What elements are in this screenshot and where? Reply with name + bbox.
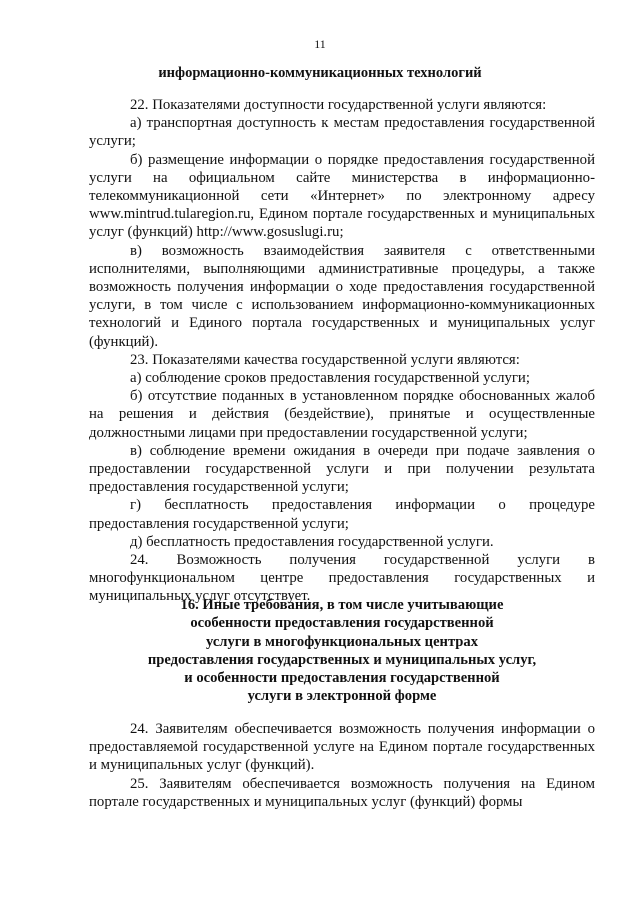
section-title-line: услуги в многофункциональных центрах bbox=[205, 633, 479, 650]
paragraph-23b: б) отсутствие поданных в установленном порядке обоснованных жалоб на решения и действия (бездействие), принятые и осуществленные должностными лицами при предоставлении государственной услуги; bbox=[89, 388, 595, 441]
section-title-line: особенности предоставления государственной bbox=[190, 615, 494, 632]
paragraph-23g: г) бесплатность предоставления информации о процедуре предоставления государственной услуги; bbox=[89, 497, 595, 532]
paragraph-23: 23. Показателями качества государственной услуги являются: bbox=[130, 351, 520, 368]
paragraph-22v: в) возможность взаимодействия заявителя с ответственными исполнителями, выполняющими административные процедуры, а также возможность получения информации о ходе предоставления государственной услуги, в том числе с использованием информационно-коммуникационных технологий и Единого портала государственных и муниципальных услуг (функций). bbox=[89, 242, 595, 350]
header-line: информационно-коммуникационных технологий bbox=[158, 65, 482, 81]
paragraph-23v: в) соблюдение времени ожидания в очереди при подаче заявления о предоставлении государственной услуги и при получении результата предоставления государственной услуги; bbox=[89, 442, 595, 496]
section-title bbox=[89, 596, 595, 706]
paragraph-24: 24. Возможность получения государственной услуги в многофункциональном центре предоставления государственных и муниципальных услуг отсутствует. bbox=[89, 552, 595, 605]
paragraph-22: 22. Показателями доступности государственной услуги являются: bbox=[130, 97, 547, 113]
paragraph-22a: а) транспортная доступность к местам предоставления государственной услуги; bbox=[89, 115, 595, 150]
paragraph-25: 25. Заявителям обеспечивается возможность получения на Едином портале государственных и муниципальных услуг (функций) формы bbox=[89, 775, 595, 810]
section-title-line: предоставления государственных и муниципальных услуг, bbox=[147, 651, 537, 668]
section-title-line: и особенности предоставления государственной bbox=[184, 670, 500, 687]
paragraph-23d: д) бесплатность предоставления государственной услуги. bbox=[130, 533, 494, 550]
paragraph-23a: а) соблюдение сроков предоставления государственной услуги; bbox=[130, 370, 530, 387]
paragraph-22b: б) размещение информации о порядке предоставления государственной услуги на официальном сайте министерства в информационно-телекоммуникационной сети «Интернет» по электронному адресу www.mintrud.tularegion.ru, Едином портале государственных и муниципальных услуг (функций) http://www.gosuslugi.ru; bbox=[89, 151, 595, 241]
paragraph-24-second: 24. Заявителям обеспечивается возможность получения информации о предоставляемой государственной услуге на Едином портале государственных и муниципальных услуг (функций). bbox=[89, 721, 595, 774]
body-text-2 bbox=[89, 720, 595, 811]
section-title-line: 16. Иные требования, в том числе учитывающие bbox=[180, 597, 504, 613]
body-text bbox=[89, 96, 595, 606]
section-title-line: услуги в электронной форме bbox=[247, 688, 437, 705]
page-number: 11 bbox=[314, 37, 326, 51]
